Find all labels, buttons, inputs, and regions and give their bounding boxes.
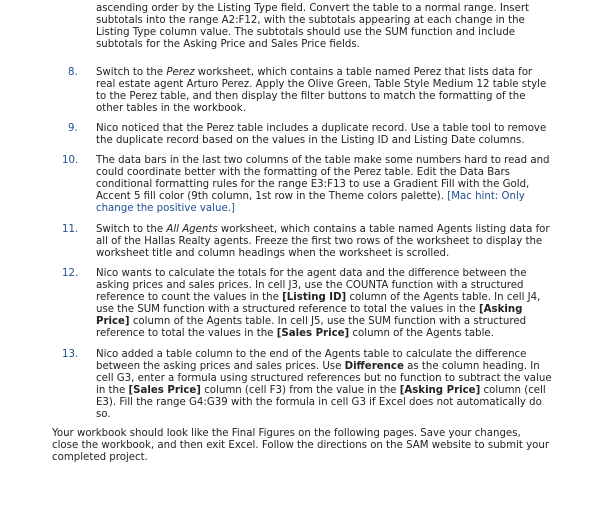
text-line: in the [Sales Price] column (cell F3) from the value in the [Asking Price] column (cell: [96, 385, 546, 397]
text-line: completed project.: [52, 452, 148, 464]
step-number: 9.: [68, 123, 78, 134]
bold-term: Difference: [344, 361, 404, 373]
bold-term: Price]: [96, 316, 130, 328]
text-line: subtotals for the Asking Price and Sales Price fields.: [96, 39, 360, 51]
bold-term: [Asking Price]: [399, 385, 481, 397]
text-line: close the workbook, and then exit Excel. Follow the directions on the SAM website to submit your: [52, 440, 550, 452]
text-line: Nico noticed that the Perez table includes a duplicate record. Use a table tool to remove: [96, 123, 547, 134]
text-line: ascending order by the Listing Type field. Convert the table to a normal range. Insert: [96, 3, 530, 14]
text-line: asking prices and sales prices. In cell J3, use the COUNTA function with a structured: [96, 280, 524, 292]
step-number: 13.: [62, 349, 79, 360]
text-line: Listing Type column value. The subtotals should use the SUM function and include: [96, 27, 516, 39]
text-span: Accent 5 fill color (9th column, 1st row in the Theme colors palette).: [96, 191, 444, 203]
text-line: subtotals into the range A2:F12, with the subtotals appearing at each change in the: [96, 15, 525, 27]
text-line: real estate agent Arturo Perez. Apply the Olive Green, Table Style Medium 12 table style: [96, 79, 547, 91]
step-text: [96, 67, 552, 115]
text-line: reference to count the values in the [Listing ID] column of the Agents table. In cell J4,: [96, 292, 541, 304]
text-line: between the asking prices and sales prices. Use Difference as the column heading. In: [96, 361, 540, 373]
text-line: Nico wants to calculate the totals for the agent data and the difference between the: [96, 268, 527, 279]
step-text: [96, 224, 552, 260]
step-number: 8.: [68, 67, 78, 78]
step-7-continuation: [96, 3, 556, 51]
text-line: worksheet title and column headings when the worksheet is scrolled.: [96, 248, 450, 260]
step-text: [96, 155, 552, 215]
text-line: The data bars in the last two columns of the table make some numbers hard to read and: [96, 155, 550, 166]
italic-term: Perez: [166, 67, 195, 78]
text-line: E3). Fill the range G4:G39 with the formula in cell G3 if Excel does not automatically do: [96, 397, 542, 409]
text-line: Switch to the All Agents worksheet, which contains a table named Agents listing data for: [96, 224, 550, 235]
step-text: [96, 349, 552, 422]
text-line: Your workbook should look like the Final Figures on the following pages. Save your changes,: [52, 428, 521, 439]
text-line: the duplicate record based on the values in the Listing ID and Listing Date columns.: [96, 135, 525, 147]
bold-term: [Sales Price]: [276, 328, 350, 340]
mac-hint-continued: change the positive value.]: [96, 203, 235, 215]
text-line: to the Perez table, and then display the filter buttons to match the formatting of the: [96, 91, 526, 103]
step-text: [96, 268, 552, 341]
italic-term: All Agents: [166, 224, 218, 235]
mac-hint: [Mac hint: Only: [447, 191, 525, 203]
step-number: 12.: [62, 268, 79, 279]
step-number: 10.: [62, 155, 79, 166]
step-text: [96, 123, 552, 147]
bold-term: [Listing ID]: [282, 292, 347, 304]
text-line: cell G3, enter a formula using structured references but no function to subtract the value: [96, 373, 552, 385]
text-line: so.: [96, 409, 111, 421]
text-line: could coordinate better with the formatting of the Perez table. Edit the Data Bars: [96, 167, 510, 179]
step-number: 11.: [62, 224, 79, 235]
text-line: all of the Hallas Realty agents. Freeze the first two rows of the worksheet to display the: [96, 236, 543, 248]
bold-term: [Asking: [479, 304, 523, 316]
text-line: other tables in the workbook.: [96, 103, 246, 115]
text-line: use the SUM function with a structured reference to total the values in the [Asking: [96, 304, 523, 316]
bold-term: [Sales Price]: [128, 385, 201, 397]
text-line: Nico added a table column to the end of the Agents table to calculate the difference: [96, 349, 527, 360]
text-line: Switch to the Perez worksheet, which contains a table named Perez that lists data for: [96, 67, 533, 78]
text-line: [96, 191, 552, 203]
text-line: conditional formatting rules for the range E3:F13 to use a Gradient Fill with the Gold,: [96, 179, 530, 191]
text-line: reference to total the values in the [Sales Price] column of the Agents table.: [96, 328, 494, 340]
closing-paragraph: [52, 428, 552, 464]
text-line: Price] column of the Agents table. In cell J5, use the SUM function with a structured: [96, 316, 527, 328]
